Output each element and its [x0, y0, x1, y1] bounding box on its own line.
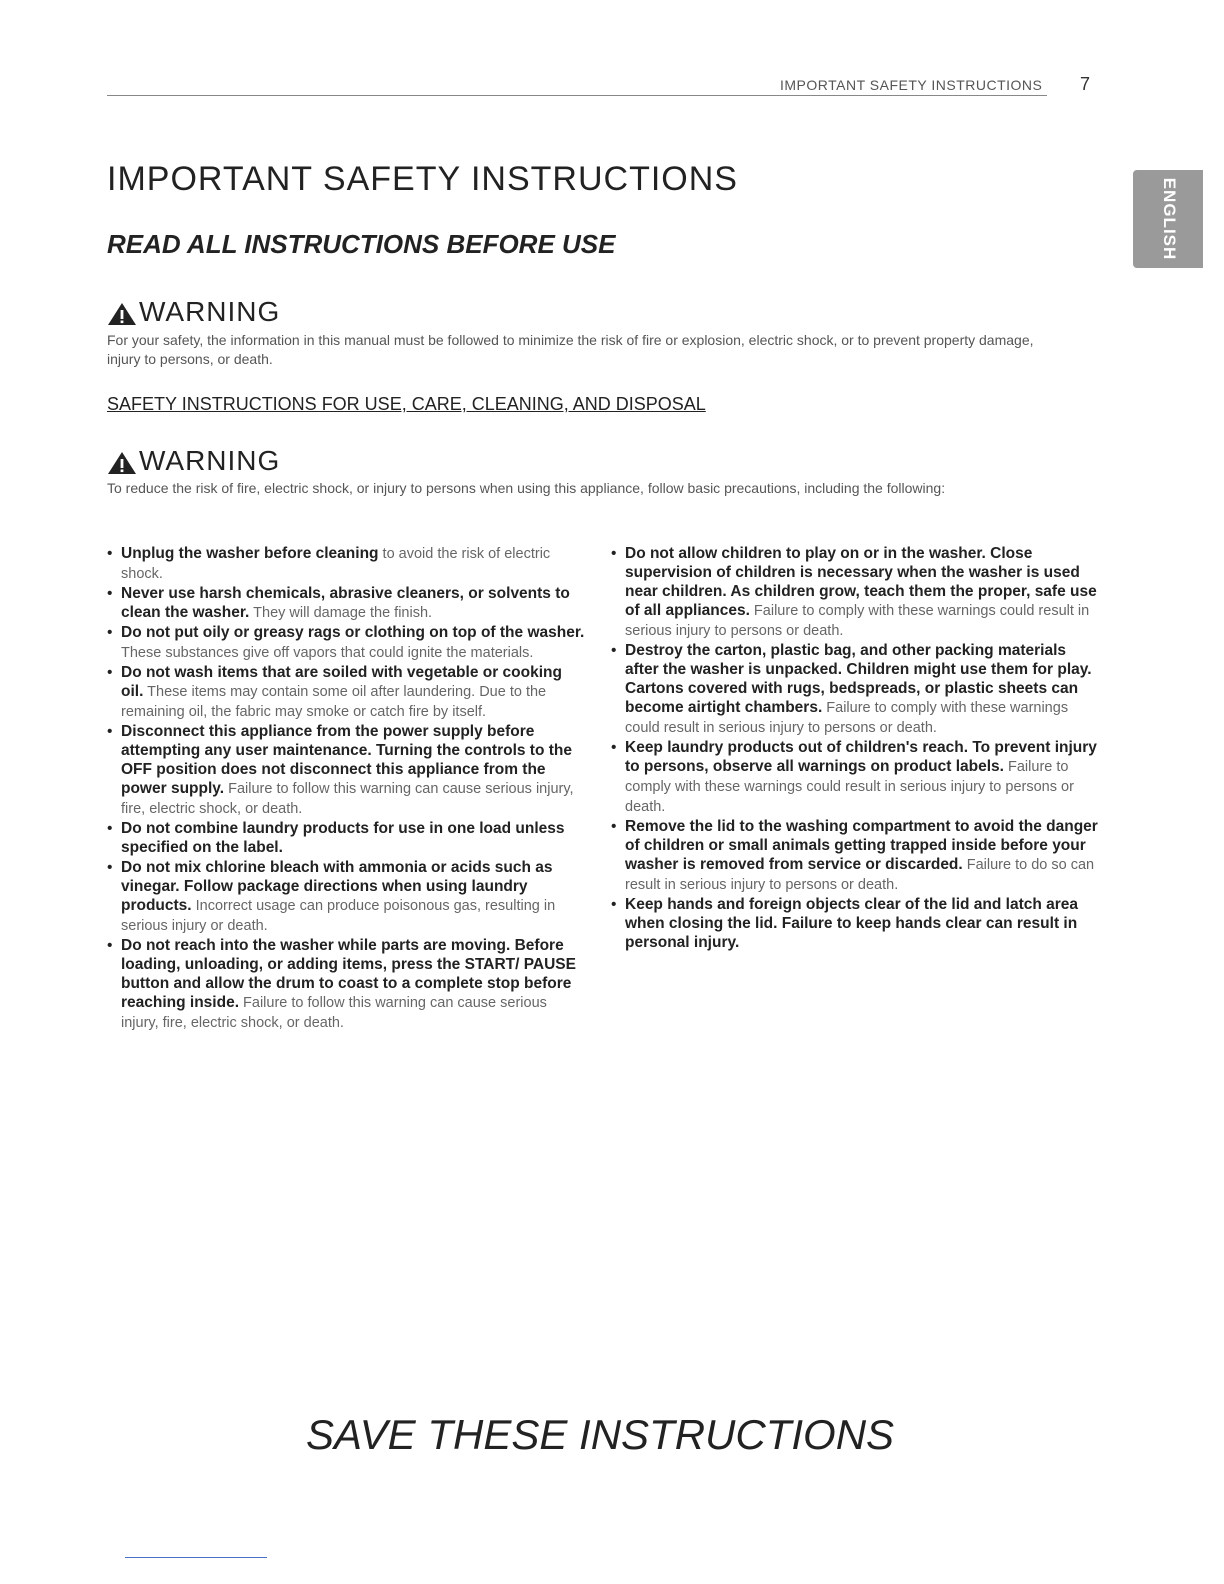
header-rule [107, 95, 1047, 96]
list-item: • Do not mix chlorine bleach with ammonia or acids such as vinegar. Follow package directions when using laundry products. Incorrect usage can produce poisonous gas, resulting in serious injury or death. [107, 858, 587, 936]
running-header-title: IMPORTANT SAFETY INSTRUCTIONS [780, 77, 1043, 93]
warning-heading [107, 298, 280, 326]
warning-text: To reduce the risk of fire, electric shock, or injury to persons when using this appliance, follow basic precautions, including the following: [107, 480, 946, 496]
list-item: • Disconnect this appliance from the power supply before attempting any user maintenance. Turning the controls to the OFF position does not disconnect this appliance from the power supply. Failure to follow this warning can cause serious injury, fire, electric shock, or death. [107, 722, 587, 819]
list-item: • Do not allow children to play on or in the washer. Close supervision of children is necessary when the washer is used near children. As children grow, teach them the proper, safe use of all appliances. Failure to comply with these warnings could result in serious injury to persons or death. [611, 544, 1101, 641]
list-item: • Do not combine laundry products for use in one load unless specified on the label. [107, 819, 587, 858]
sub-title: READ ALL INSTRUCTIONS BEFORE USE [107, 229, 616, 259]
list-item: • Do not reach into the washer while parts are moving. Before loading, unloading, or adding items, press the START/ PAUSE button and allow the drum to coast to a complete stop before reaching inside. Failure to follow this warning can cause serious injury, fire, electric shock, or death. [107, 936, 587, 1033]
warning-text: For your safety, the information in this manual must be followed to minimize the risk of fire or explosion, electric shock, or to prevent property damage, injury to persons, or death. [107, 332, 1034, 367]
warning-label: WARNING [139, 445, 281, 476]
section-heading: SAFETY INSTRUCTIONS FOR USE, CARE, CLEANING, AND DISPOSAL [107, 394, 706, 414]
language-tab-label: ENGLISH [1160, 177, 1179, 261]
footer-rule [125, 1557, 267, 1558]
warning-label: WARNING [139, 296, 281, 327]
list-item: • Keep laundry products out of children's reach. To prevent injury to persons, observe all warnings on product labels. Failure to comply with these warnings could result in serious injury to persons or death. [611, 738, 1101, 817]
instructions-left-column [107, 544, 587, 1033]
language-tab [1133, 170, 1203, 268]
list-item: • Remove the lid to the washing compartment to avoid the danger of children or small animals getting trapped inside before your washer is removed from service or discarded. Failure to do so can result in serious injury to persons or death. [611, 817, 1101, 895]
page-title: IMPORTANT SAFETY INSTRUCTIONS [107, 160, 738, 198]
warning-heading [107, 447, 280, 475]
save-instructions-footer: SAVE THESE INSTRUCTIONS [305, 1411, 895, 1458]
list-item: • Keep hands and foreign objects clear of the lid and latch area when closing the lid. Failure to keep hands clear can result in personal injury. [611, 895, 1101, 953]
list-item: • Do not put oily or greasy rags or clothing on top of the washer. These substances give off vapors that could ignite the materials. [107, 623, 587, 663]
list-item: • Never use harsh chemicals, abrasive cleaners, or solvents to clean the washer. They will damage the finish. [107, 584, 587, 623]
warning-triangle-icon [107, 451, 137, 475]
list-item: • Unplug the washer before cleaning to avoid the risk of electric shock. [107, 544, 587, 584]
list-item: • Do not wash items that are soiled with vegetable or cooking oil. These items may contain some oil after laundering. Due to the remaining oil, the fabric may smoke or catch fire by itself. [107, 663, 587, 722]
list-item: • Destroy the carton, plastic bag, and other packing materials after the washer is unpacked. Children might use them for play. Cartons covered with rugs, bedspreads, or plastic sheets can become airtight chambers. Failure to comply with these warnings could result in serious injury to persons or death. [611, 641, 1101, 738]
page-number: 7 [1080, 74, 1091, 94]
warning-triangle-icon [107, 302, 137, 326]
instructions-right-column [611, 544, 1101, 953]
